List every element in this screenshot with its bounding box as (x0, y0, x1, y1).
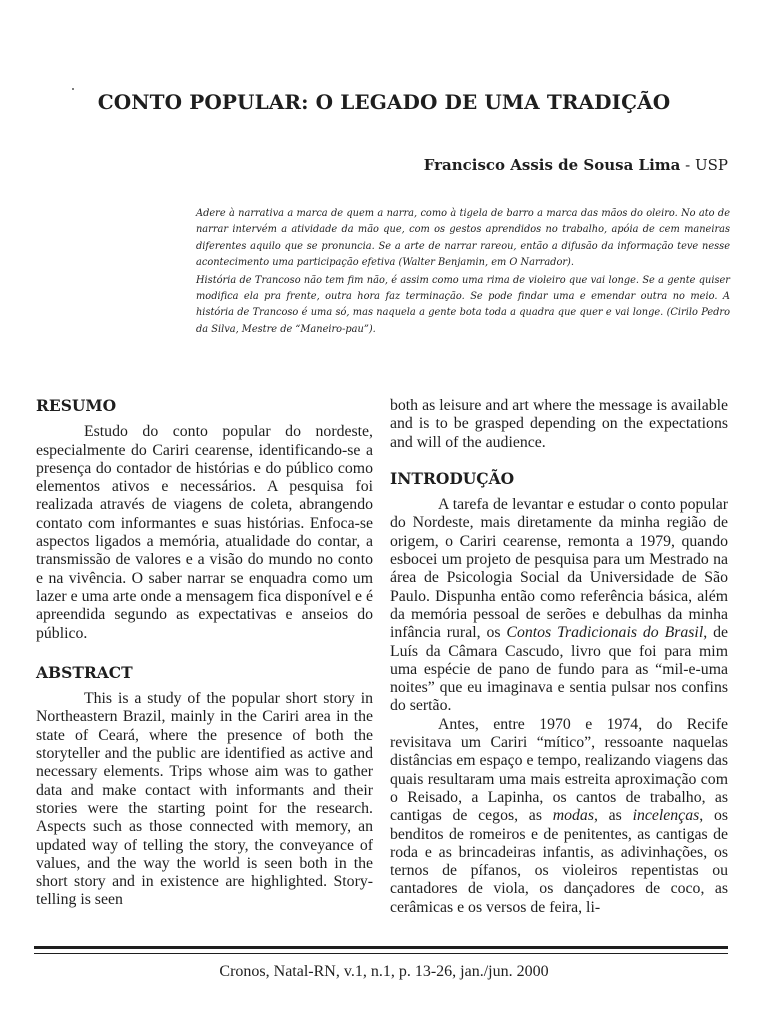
epigraph-cirilo: História de Trancoso não tem fim não, é assim como uma rima de violeiro que vai longe. Se a gente quiser modifica ela pra frente, outra hora faz terminação. Se pode findar uma e emendar outra no meio. A história de Trancoso é uma só, mas naquela a gente bota toda a quadra que quer e vai longe. (Cirilo Pedro da Silva, Mestre de “Maneiro-pau”). (196, 274, 730, 335)
author-affiliation: USP (694, 156, 728, 174)
footer-rule-thick (34, 946, 728, 949)
author-separator: - (680, 156, 695, 174)
intro-p2-term-modas: modas (552, 807, 594, 825)
introducao-heading: INTRODUÇÃO (390, 468, 515, 488)
author-line (424, 156, 728, 174)
introducao-paragraph-1 (390, 496, 728, 716)
intro-p2-text-b: , as (593, 807, 633, 825)
section-gap (390, 452, 728, 470)
intro-p2-text-a: Antes, entre 1970 e 1974, do Recife revisitava um Cariri “mítico”, ressoante naquelas distâncias em espaço e tempo, realizando viagens das quais resultaram uma mais estreita aproximação com o Reisado, a Lapinha, os cantos de trabalho, as cantigas de cegos, as (390, 715, 728, 825)
right-column (390, 397, 728, 917)
intro-p1-book-title: Contos Tradicionais do Brasil (506, 624, 704, 642)
introducao-paragraph-2 (390, 716, 728, 917)
intro-p2-term-incelencas: incelenças (632, 807, 700, 825)
intro-p1-text-a: A tarefa de levantar e estudar o conto popular do Nordeste, mais diretamente da minha região de origem, o Cariri cearense, remonta a 1979, quando esbocei um projeto de pesquisa para um Mestrado na área de Psicologia Social da Universidade de São Paulo. Dispunha então como referência básica, além da memória pessoal de serões e debulhas da minha infância rural, os (390, 496, 728, 642)
intro-p2-text-c: , os benditos de romeiros e de penitentes, as cantigas de roda e as brincadeiras infantis, as adivinhações, os ternos de pífanos, os violeiros repentistas ou cantadores de viola, os dançadores de coco, as cerâmicas e os versos de feira, li- (390, 807, 728, 916)
epigraph-benjamin: Adere à narrativa a marca de quem a narra, como à tigela de barro a marca das mãos do oleiro. No ato de narrar intervém a atividade da mão que, com os gestos aprendidos no trabalho, apóia de cem maneiras diferentes aquilo que se pronuncia. Se a arte de narrar rareou, então a difusão da informação teve nesse acontecimento uma participação efetiva (Walter Benjamin, em O Narrador). (196, 208, 730, 269)
abstract-continuation: both as leisure and art where the message is available and is to be grasped depending on the expectations and will of the audience. (390, 397, 728, 451)
resumo-heading: RESUMO (36, 396, 117, 415)
abstract-text: This is a study of the popular short story in Northeastern Brazil, mainly in the Cariri area in the state of Ceará, where the presence of both the storyteller and the public are identified as active and necessary elements. Trips whose aim was to gather data and make contact with informants and their stories were the starting point for the research. Aspects such as those connected with memory, an updated way of telling the story, the conveyance of values, and the way the world is seen both in the short story and in existence are highlighted. Story-telling is seen (36, 690, 373, 909)
author-name: Francisco Assis de Sousa Lima (423, 156, 681, 174)
left-column (36, 397, 373, 910)
section-gap (36, 643, 373, 664)
journal-citation: Cronos, Natal-RN, v.1, n.1, p. 13-26, jan./jun. 2000 (219, 963, 549, 980)
abstract-heading: ABSTRACT (36, 662, 133, 682)
intro-p1-text-b: , de Luís da Câmara Cascudo, livro que foi para mim uma espécie de pano de fundo para as “mil-e-uma noites” que eu imaginava e sentia pulsar nos confins do sertão. (390, 624, 728, 715)
footer-rule-thin (34, 953, 728, 954)
epigraphs (196, 206, 730, 339)
article-title: CONTO POPULAR: O LEGADO DE UMA TRADIÇÃO (97, 90, 671, 114)
resumo-text: Estudo do conto popular do nordeste, especialmente do Cariri cearense, identificando-se a presença do contador de histórias e do público como elementos ativos e necessários. A pesquisa foi realizada através de viagens de coleta, abrangendo contato com informantes e suas histórias. Enfoca-se aspectos ligados a memória, atualidade do contar, a transmissão de valores e a visão do mundo no conto e na vivência. O saber narrar se enquadra como um lazer e uma arte onde a mensagem fica disponível e é apreendida segundo as expectativas e anseios do público. (36, 423, 373, 642)
